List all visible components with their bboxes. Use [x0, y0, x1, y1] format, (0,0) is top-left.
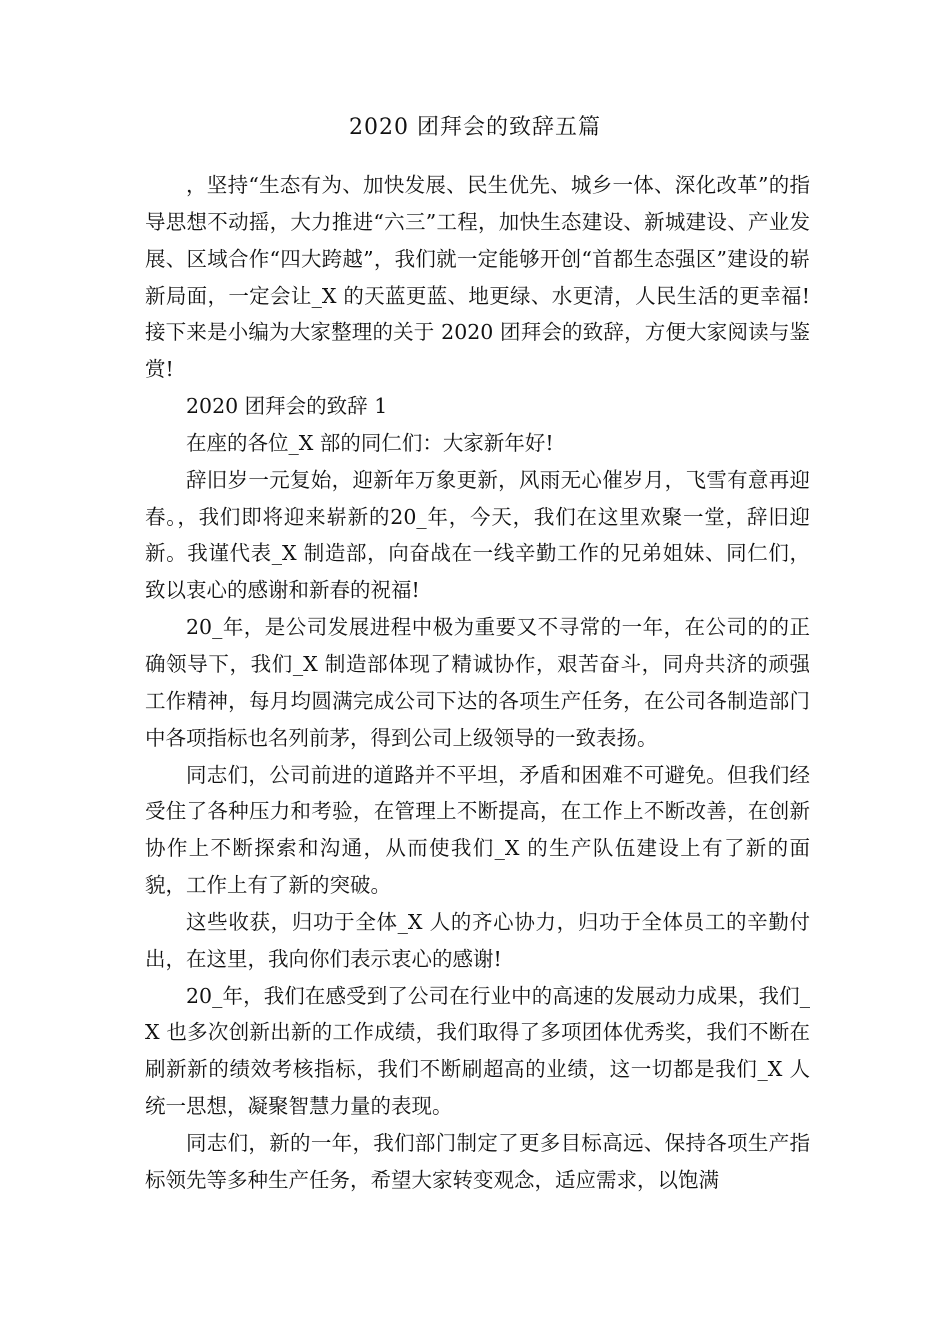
- paragraph: 同志们，新的一年，我们部门制定了更多目标高远、保持各项生产指标领先等多种生产任务，希望大家转变观念，适应需求，以饱满: [145, 1130, 810, 1192]
- section-heading-1: 2020 团拜会的致辞 1: [186, 394, 388, 419]
- document-title: 2020 团拜会的致辞五篇: [349, 115, 601, 140]
- salutation: 在座的各位_X 部的同仁们：大家新年好!: [186, 430, 554, 455]
- document-body: [145, 167, 810, 1199]
- paragraph: 同志们，公司前进的道路并不平坦，矛盾和困难不可避免。但我们经受住了各种压力和考验，在管理上不断提高，在工作上不断改善，在创新协作上不断探索和沟通，从而使我们_X 的生产队伍建设上有了新的面貌，工作上有了新的突破。: [145, 762, 810, 898]
- paragraph: 20_年，我们在感受到了公司在行业中的高速的发展动力成果，我们_X 也多次创新出新的工作成绩，我们取得了多项团体优秀奖，我们不断在刷新新的绩效考核指标，我们不断刷超高的业绩，这一切都是我们_X 人统一思想，凝聚智慧力量的表现。: [145, 983, 810, 1119]
- paragraph: 20_年，是公司发展进程中极为重要又不寻常的一年，在公司的的正确领导下，我们_X 制造部体现了精诚协作，艰苦奋斗，同舟共济的顽强工作精神，每月均圆满完成公司下达的各项生产任务，在公司各制造部门中各项指标也名列前茅，得到公司上级领导的一致表扬。: [145, 615, 810, 750]
- paragraph-intro: ，坚持“生态有为、加快发展、民生优先、城乡一体、深化改革”的指导思想不动摇，大力推进“六三”工程，加快生态建设、新城建设、产业发展、区域合作“四大跨越”，我们就一定能够开创“首都生态强区”建设的崭新局面，一定会让_X 的天蓝更蓝、地更绿、水更清，人民生活的更幸福!接下来是小编为大家整理的关于 2020 团拜会的致辞，方便大家阅读与鉴赏!: [145, 173, 810, 382]
- paragraph: 辞旧岁一元复始，迎新年万象更新，风雨无心催岁月，飞雪有意再迎春。，我们即将迎来崭新的20_年，今天，我们在这里欢聚一堂，辞旧迎新。我谨代表_X 制造部，向奋战在一线辛勤工作的兄弟姐妹、同仁们，致以衷心的感谢和新春的祝福!: [145, 467, 810, 603]
- paragraph: 这些收获，归功于全体_X 人的齐心协力，归功于全体员工的辛勤付出，在这里，我向你们表示衷心的感谢!: [145, 909, 810, 971]
